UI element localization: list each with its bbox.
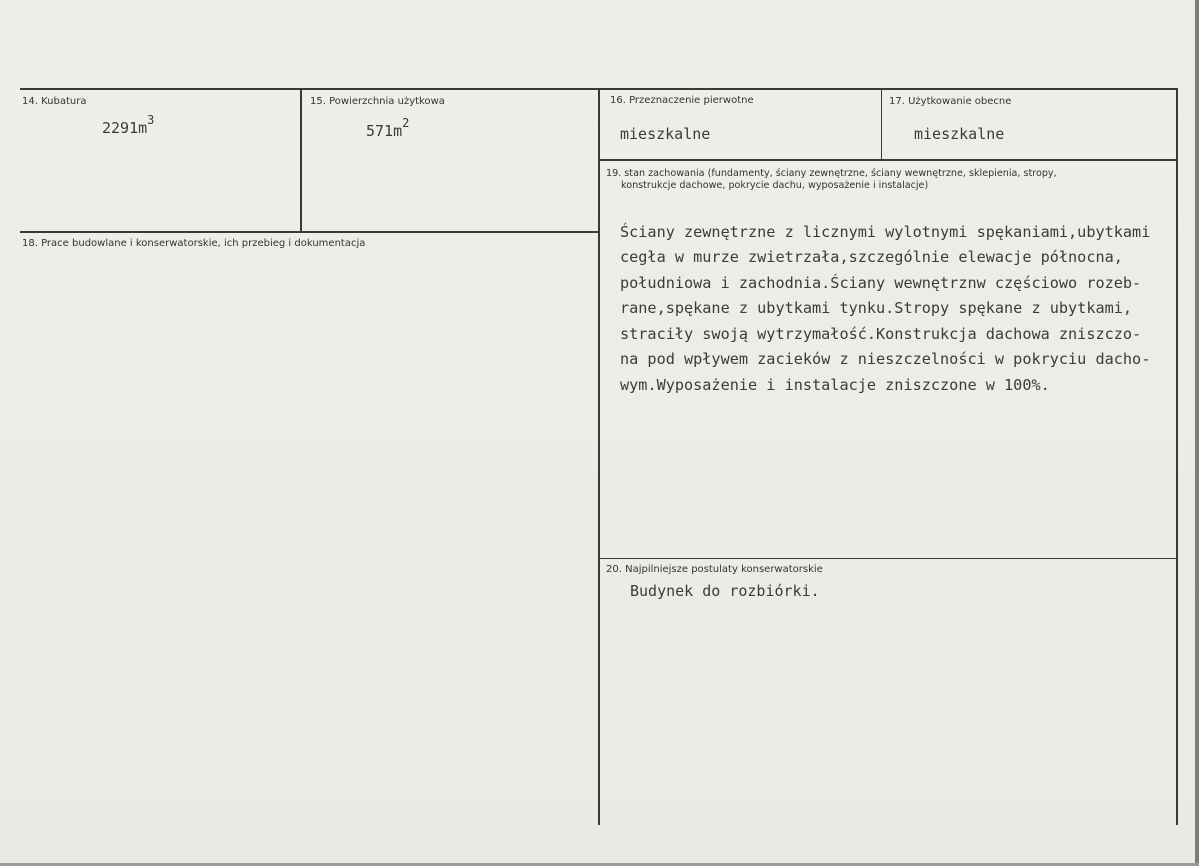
- stan-label-line2: konstrukcje dachowe, pokrycie dachu, wyposażenie i instalacje): [621, 180, 929, 191]
- stan-line: południowa i zachodnia.Ściany wewnętrznw częściowo rozeb-: [620, 273, 1142, 292]
- kubatura-value: $2291m^3$: [102, 113, 155, 137]
- kubatura-label: 14. Kubatura: [22, 96, 87, 107]
- przeznaczenie-value: mieszkalne: [620, 125, 711, 143]
- rule-right-20: [600, 558, 1178, 559]
- postulaty-label: 20. Najpilniejsze postulaty konserwatorskie: [606, 564, 823, 575]
- postulaty-value: Budynek do rozbiórki.: [630, 582, 820, 600]
- stan-line: cegła w murze zwietrzała,szczególnie elewacje północna,: [620, 248, 1123, 266]
- uzytkowanie-value: mieszkalne: [914, 125, 1005, 143]
- stan-line: Ściany zewnętrzne z licznymi wylotnymi spękaniami,ubytkami: [620, 222, 1151, 241]
- divider-16-17: [881, 90, 882, 160]
- rule-left-mid: [20, 231, 598, 233]
- rule-right-16: [600, 159, 1178, 161]
- przeznaczenie-label: 16. Przeznaczenie pierwotne: [610, 95, 754, 106]
- stan-line: na pod wpływem zacieków z nieszczelności w pokryciu dacho-: [620, 350, 1151, 368]
- divider-center: [598, 90, 600, 825]
- stan-line: straciły swoją wytrzymałość.Konstrukcja dachowa zniszczo-: [620, 324, 1142, 343]
- card-edge-right: [1195, 0, 1199, 866]
- stan-label-line1: 19. stan zachowania (fundamenty, ściany zewnętrzne, ściany wewnętrzne, sklepienia, stropy,: [606, 168, 1057, 179]
- divider-14-15: [300, 90, 302, 232]
- uzytkowanie-label: 17. Użytkowanie obecne: [889, 96, 1012, 107]
- stan-text: [620, 194, 1150, 398]
- powierzchnia-value: $571m^2$: [366, 116, 410, 140]
- prace-label: 18. Prace budowlane i konserwatorskie, ich przebieg i dokumentacja: [22, 238, 366, 249]
- stan-line: rane,spękane z ubytkami tynku.Stropy spękane z ubytkami,: [620, 299, 1133, 317]
- right-border: [1176, 90, 1178, 825]
- stan-line: wym.Wyposażenie i instalacje zniszczone w 100%.: [620, 375, 1050, 394]
- powierzchnia-label: 15. Powierzchnia użytkowa: [310, 96, 445, 107]
